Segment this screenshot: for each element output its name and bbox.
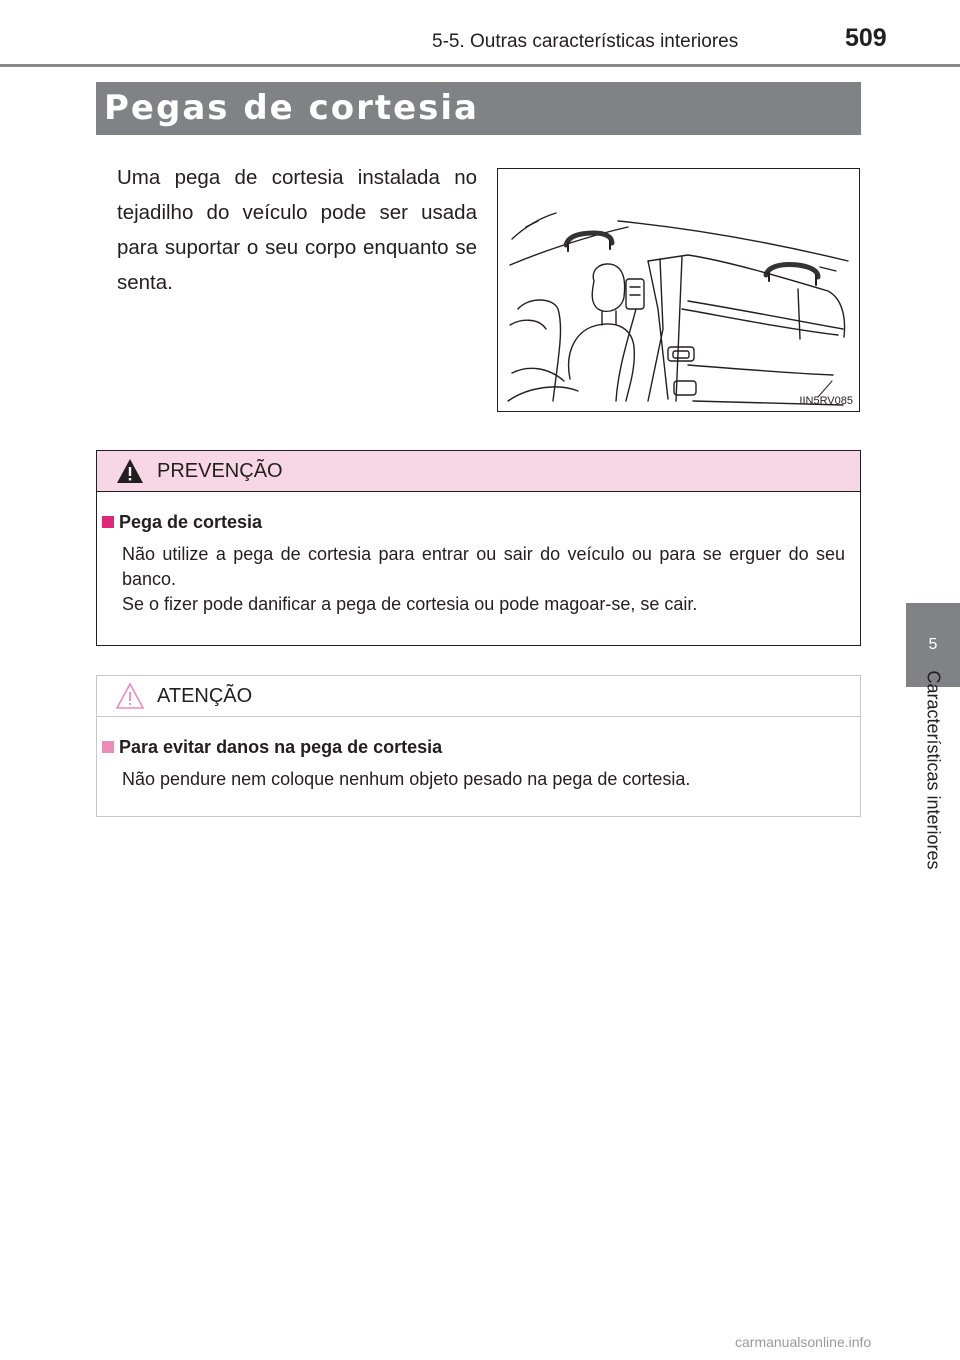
header-section-title: 5-5. Outras características interiores [432, 31, 739, 52]
header-divider [0, 64, 960, 67]
warning-item-title: Pega de cortesia [102, 512, 262, 533]
illustration [497, 168, 860, 412]
notice-box [96, 675, 861, 817]
page-number: 509 [845, 24, 887, 52]
chapter-title: Características interiores [923, 670, 944, 870]
notice-label: ATENÇÃO [157, 685, 253, 707]
intro-paragraph: Uma pega de cortesia instalada no tejadilho do veículo pode ser usada para suportar o seu corpo enquanto se senta. [117, 166, 477, 294]
warning-header [97, 451, 860, 492]
warning-item-body [122, 542, 845, 617]
chapter-number: 5 [928, 636, 938, 653]
figure-code: IIN5RV085 [799, 395, 853, 407]
warning-label: PREVENÇÃO [157, 460, 283, 482]
notice-header [97, 676, 860, 717]
warning-body-text-2: Se o fizer pode danificar a pega de cortesia ou pode magoar-se, se cair. [122, 594, 698, 614]
caution-triangle-icon [115, 682, 145, 710]
warning-bullet-icon [102, 516, 114, 528]
notice-item-title: Para evitar danos na pega de cortesia [102, 737, 442, 758]
warning-body-text-1: Não utilize a pega de cortesia para entrar ou sair do veículo ou para se erguer do seu banco. [122, 544, 845, 589]
page-title: Pegas de cortesia [104, 88, 479, 128]
notice-bullet-icon [102, 741, 114, 753]
car-interior-illustration [498, 169, 860, 412]
warning-box [96, 450, 861, 646]
watermark: carmanualsonline.info [735, 1334, 872, 1350]
notice-body-text-1: Não pendure nem coloque nenhum objeto pesado na pega de cortesia. [122, 769, 691, 789]
page-title-bar [96, 82, 861, 135]
notice-item-body [122, 767, 845, 792]
warning-triangle-icon [115, 457, 145, 485]
